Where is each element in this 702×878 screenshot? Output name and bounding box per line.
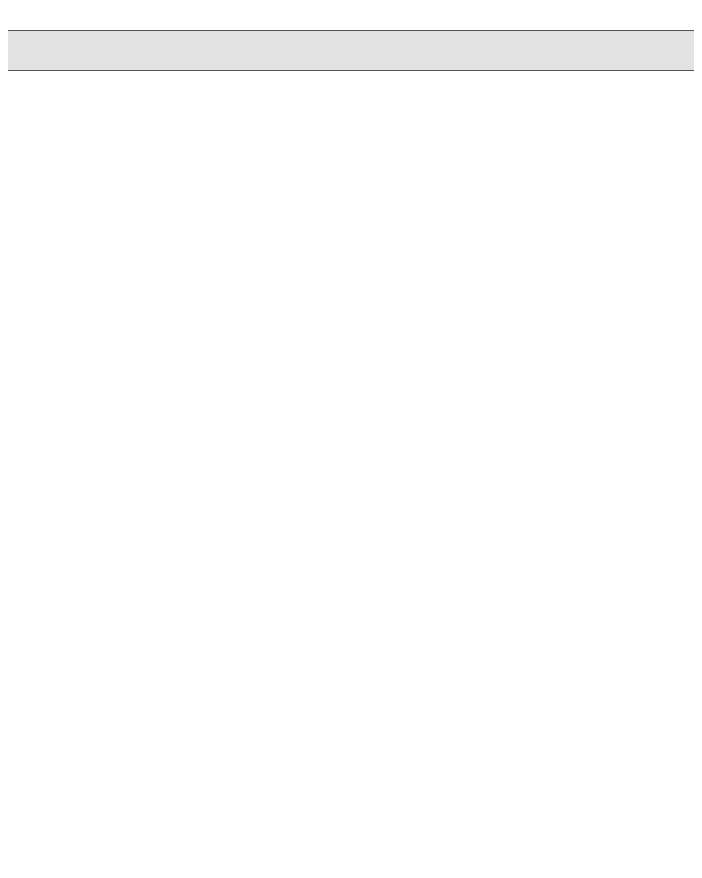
header-spec xyxy=(282,31,389,71)
header-load xyxy=(480,31,579,71)
header-appearance xyxy=(8,31,186,71)
table-header-row xyxy=(8,31,694,71)
header-model xyxy=(186,31,282,71)
header-accuracy xyxy=(389,31,480,71)
header-price xyxy=(579,31,694,71)
price-table xyxy=(8,30,694,71)
